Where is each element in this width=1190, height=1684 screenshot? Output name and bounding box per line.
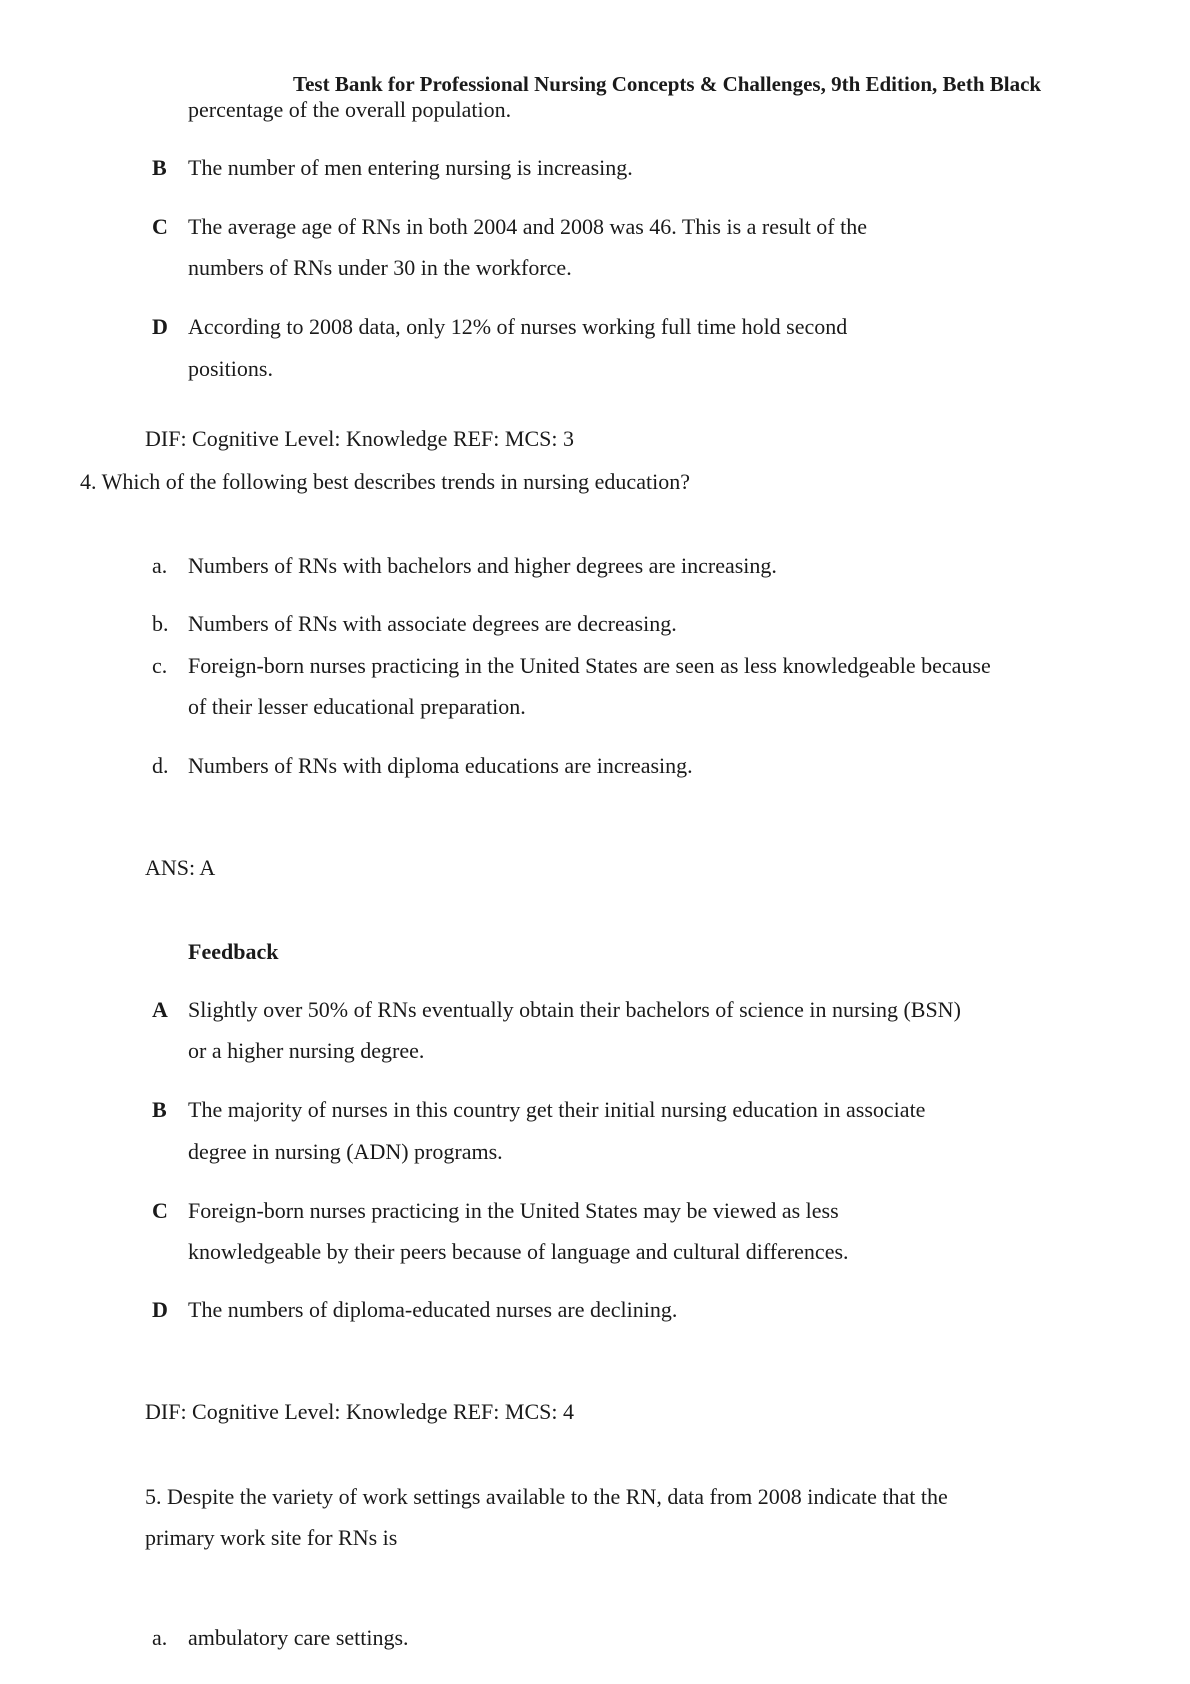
q4-feedback-text: Slightly over 50% of RNs eventually obtain their bachelors of science in nursing (BSN) <box>188 997 961 1022</box>
q5-option-letter: a. <box>152 1625 168 1650</box>
q3-feedback-text: The average age of RNs in both 2004 and 2008 was 46. This is a result of the <box>188 214 868 239</box>
q3-feedback-letter: C <box>152 214 168 239</box>
q3-feedback-text: The number of men entering nursing is increasing. <box>188 155 633 180</box>
q4-option-text: Foreign-born nurses practicing in the United States are seen as less knowledgeable because <box>188 653 991 678</box>
q4-feedback-text: knowledgeable by their peers because of language and cultural differences. <box>188 1239 849 1264</box>
q4-feedback-letter: B <box>152 1097 167 1122</box>
q4-option-letter: d. <box>152 753 169 778</box>
q4-option-text: of their lesser educational preparation. <box>188 694 526 719</box>
q4-dif: DIF: Cognitive Level: Knowledge REF: MCS: 4 <box>145 1399 574 1424</box>
q5-stem-line: 5. Despite the variety of work settings available to the RN, data from 2008 indicate that the <box>145 1484 948 1509</box>
q4-feedback-letter: C <box>152 1198 168 1223</box>
q4-stem: 4. Which of the following best describes trends in nursing education? <box>80 469 690 494</box>
q4-feedback-text: The majority of nurses in this country get their initial nursing education in associate <box>188 1097 926 1122</box>
q4-feedback-text: or a higher nursing degree. <box>188 1038 425 1063</box>
q3-feedback-text: According to 2008 data, only 12% of nurses working full time hold second <box>188 314 848 339</box>
q4-option-text: Numbers of RNs with bachelors and higher degrees are increasing. <box>188 553 777 578</box>
q3-feedback-letter: B <box>152 155 167 180</box>
q4-option-text: Numbers of RNs with diploma educations are increasing. <box>188 753 693 778</box>
q3-feedback-text: numbers of RNs under 30 in the workforce. <box>188 255 572 280</box>
q5-option-text: ambulatory care settings. <box>188 1625 409 1650</box>
q4-option-letter: c. <box>152 653 168 678</box>
q4-feedback-text: The numbers of diploma-educated nurses are declining. <box>188 1297 678 1322</box>
q4-option-text: Numbers of RNs with associate degrees are decreasing. <box>188 611 677 636</box>
q3-continuation: percentage of the overall population. <box>188 97 512 122</box>
q3-feedback-text: positions. <box>188 356 273 381</box>
q4-option-letter: b. <box>152 611 169 636</box>
q4-feedback-letter: A <box>152 997 168 1022</box>
q4-option-letter: a. <box>152 553 168 578</box>
q4-feedback-title: Feedback <box>188 939 279 964</box>
q3-dif: DIF: Cognitive Level: Knowledge REF: MCS: 3 <box>145 426 574 451</box>
q4-feedback-letter: D <box>152 1297 168 1322</box>
q3-feedback-letter: D <box>152 314 168 339</box>
q4-feedback-text: degree in nursing (ADN) programs. <box>188 1139 503 1164</box>
q5-stem-line: primary work site for RNs is <box>145 1525 398 1550</box>
q4-answer: ANS: A <box>145 855 216 880</box>
page-header-title: Test Bank for Professional Nursing Concepts & Challenges, 9th Edition, Beth Black <box>293 72 1042 96</box>
q4-feedback-text: Foreign-born nurses practicing in the United States may be viewed as less <box>188 1198 839 1223</box>
